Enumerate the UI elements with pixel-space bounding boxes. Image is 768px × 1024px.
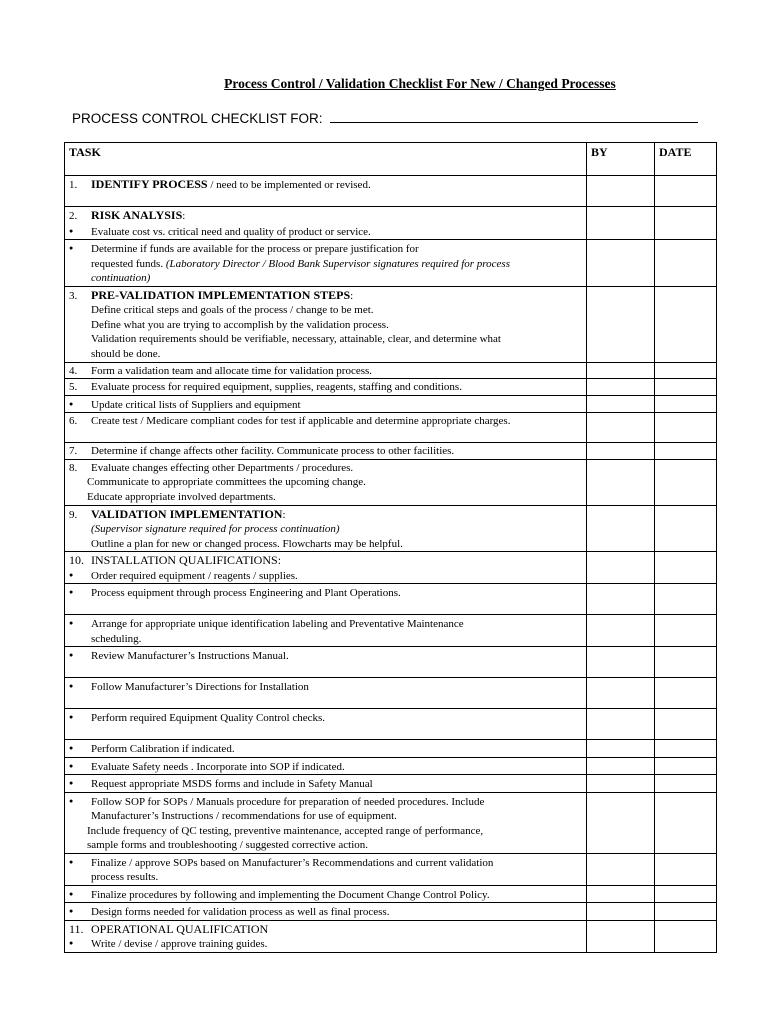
task-line bbox=[69, 347, 582, 362]
table-row bbox=[65, 709, 717, 740]
document-title: Process Control / Validation Checklist For New / Changed Processes bbox=[224, 76, 616, 91]
task-text: Finalize / approve SOPs based on Manufacturer’s Recommendations and current validation bbox=[91, 856, 494, 869]
by-cell[interactable] bbox=[587, 240, 655, 287]
task-line bbox=[69, 537, 582, 552]
table-row bbox=[65, 395, 717, 413]
date-cell[interactable] bbox=[655, 678, 717, 709]
table-row bbox=[65, 757, 717, 775]
task-text: : bbox=[282, 508, 286, 521]
item-number: 11. bbox=[69, 921, 84, 936]
task-text: (Laboratory Director / Blood Bank Supervisor signatures required for process bbox=[165, 257, 510, 270]
table-row bbox=[65, 903, 717, 921]
item-number: 10. bbox=[69, 553, 84, 567]
task-cell bbox=[65, 757, 587, 775]
table-row bbox=[65, 362, 717, 379]
bullet-icon: ● bbox=[69, 682, 74, 690]
table-row bbox=[65, 740, 717, 758]
date-cell[interactable] bbox=[655, 775, 717, 793]
task-cell bbox=[65, 584, 587, 615]
task-line bbox=[69, 522, 582, 537]
table-row bbox=[65, 853, 717, 885]
task-text: Evaluate cost vs. critical need and quality of product or service. bbox=[91, 225, 371, 238]
bullet-icon: ● bbox=[69, 713, 74, 721]
task-line bbox=[69, 809, 582, 824]
task-line bbox=[69, 855, 582, 871]
task-text: Review Manufacturer’s Instructions Manual. bbox=[91, 650, 289, 662]
date-cell[interactable] bbox=[655, 903, 717, 921]
task-line bbox=[69, 741, 582, 757]
bullet-icon: ● bbox=[69, 939, 74, 947]
by-cell[interactable] bbox=[587, 176, 655, 207]
task-line bbox=[69, 794, 582, 810]
task-line bbox=[69, 444, 582, 459]
task-text: Perform Calibration if indicated. bbox=[91, 743, 235, 755]
task-cell bbox=[65, 443, 587, 460]
task-text: Perform required Equipment Quality Control checks. bbox=[91, 712, 325, 724]
date-cell[interactable] bbox=[655, 395, 717, 413]
date-cell[interactable] bbox=[655, 552, 717, 584]
task-text: Order required equipment / reagents / supplies. bbox=[91, 569, 298, 582]
task-line bbox=[69, 759, 582, 775]
task-text: should be done. bbox=[91, 347, 161, 360]
task-cell bbox=[65, 647, 587, 678]
table-row bbox=[65, 885, 717, 903]
task-column-header: TASK bbox=[65, 143, 587, 176]
task-line bbox=[69, 332, 582, 347]
date-cell[interactable] bbox=[655, 505, 717, 552]
task-text: : bbox=[350, 289, 354, 302]
task-line bbox=[69, 241, 582, 257]
task-text: Form a validation team and allocate time for validation process. bbox=[91, 364, 373, 377]
task-text: scheduling. bbox=[91, 632, 142, 645]
section-heading: IDENTIFY PROCESS bbox=[91, 177, 208, 191]
task-text: Update critical lists of Suppliers and equipment bbox=[91, 398, 301, 411]
by-cell[interactable] bbox=[587, 615, 655, 647]
task-line bbox=[69, 632, 582, 647]
task-cell bbox=[65, 903, 587, 921]
bullet-icon: ● bbox=[69, 744, 74, 752]
by-cell[interactable] bbox=[587, 792, 655, 853]
date-cell[interactable] bbox=[655, 885, 717, 903]
task-cell bbox=[65, 379, 587, 396]
item-number: 9. bbox=[69, 508, 78, 521]
task-text: Arrange for appropriate unique identification labeling and Preventative Maintenance bbox=[91, 618, 464, 630]
by-cell[interactable] bbox=[587, 584, 655, 615]
task-text: Include frequency of QC testing, preventive maintenance, accepted range of performance, bbox=[87, 824, 484, 837]
task-line bbox=[69, 553, 582, 568]
task-line bbox=[69, 288, 582, 304]
task-text: Educate appropriate involved departments. bbox=[87, 490, 276, 503]
task-text: Follow Manufacturer’s Directions for Installation bbox=[91, 681, 309, 693]
by-cell[interactable] bbox=[587, 709, 655, 740]
date-cell[interactable] bbox=[655, 362, 717, 379]
task-text: Determine if change affects other facility. Communicate process to other facilities. bbox=[91, 445, 455, 457]
task-line bbox=[69, 475, 582, 490]
task-cell bbox=[65, 362, 587, 379]
date-cell[interactable] bbox=[655, 459, 717, 505]
task-line bbox=[69, 397, 582, 413]
section-heading: VALIDATION IMPLEMENTATION bbox=[91, 506, 283, 521]
by-cell[interactable] bbox=[587, 757, 655, 775]
task-text: OPERATIONAL QUALIFICATION bbox=[91, 921, 269, 936]
task-cell bbox=[65, 552, 587, 584]
date-cell[interactable] bbox=[655, 757, 717, 775]
by-cell[interactable] bbox=[587, 552, 655, 584]
task-cell bbox=[65, 176, 587, 207]
bullet-icon: ● bbox=[69, 399, 74, 408]
task-line bbox=[69, 922, 582, 937]
by-column-header: BY bbox=[587, 143, 655, 176]
section-heading: RISK ANALYSIS bbox=[91, 208, 183, 222]
table-row bbox=[65, 615, 717, 647]
date-cell[interactable] bbox=[655, 709, 717, 740]
date-cell[interactable] bbox=[655, 615, 717, 647]
task-line bbox=[69, 490, 582, 505]
table-row bbox=[65, 379, 717, 396]
task-line bbox=[69, 303, 582, 318]
table-row bbox=[65, 647, 717, 678]
by-cell[interactable] bbox=[587, 678, 655, 709]
task-text: sample forms and troubleshooting / suggested corrective action. bbox=[87, 839, 369, 851]
task-text: requested funds. bbox=[91, 257, 166, 270]
task-line bbox=[69, 585, 582, 601]
by-cell[interactable] bbox=[587, 885, 655, 903]
by-cell[interactable] bbox=[587, 775, 655, 793]
by-cell[interactable] bbox=[587, 286, 655, 362]
table-row bbox=[65, 176, 717, 207]
task-text: Define what you are trying to accomplish by the validation process. bbox=[91, 318, 389, 331]
table-row bbox=[65, 792, 717, 853]
date-cell[interactable] bbox=[655, 240, 717, 287]
task-cell bbox=[65, 853, 587, 885]
date-cell[interactable] bbox=[655, 584, 717, 615]
by-cell[interactable] bbox=[587, 920, 655, 952]
item-number: 5. bbox=[69, 381, 78, 393]
table-header-row bbox=[65, 143, 717, 176]
checklist-table bbox=[64, 142, 717, 953]
table-row bbox=[65, 240, 717, 287]
task-text: Evaluate Safety needs . Incorporate into SOP if indicated. bbox=[91, 760, 345, 773]
task-cell bbox=[65, 920, 587, 952]
by-cell[interactable] bbox=[587, 853, 655, 885]
date-cell[interactable] bbox=[655, 443, 717, 460]
task-text: Manufacturer’s Instructions / recommendations for use of equipment. bbox=[91, 810, 397, 822]
task-text: Design forms needed for validation process as well as final process. bbox=[91, 906, 390, 918]
item-number: 6. bbox=[69, 415, 78, 427]
bullet-icon: ● bbox=[69, 857, 74, 866]
bullet-icon: ● bbox=[69, 651, 74, 659]
date-cell[interactable] bbox=[655, 379, 717, 396]
task-line bbox=[69, 414, 582, 429]
task-line bbox=[69, 177, 582, 193]
task-line bbox=[69, 224, 582, 240]
date-cell[interactable] bbox=[655, 792, 717, 853]
by-cell[interactable] bbox=[587, 413, 655, 443]
task-cell bbox=[65, 678, 587, 709]
by-cell[interactable] bbox=[587, 443, 655, 460]
task-line bbox=[69, 208, 582, 224]
table-row bbox=[65, 443, 717, 460]
checklist-for-line bbox=[72, 110, 698, 126]
task-cell bbox=[65, 885, 587, 903]
task-line bbox=[69, 568, 582, 584]
task-cell bbox=[65, 740, 587, 758]
checklist-for-label: PROCESS CONTROL CHECKLIST FOR: bbox=[72, 111, 323, 126]
task-line bbox=[69, 870, 582, 885]
date-cell[interactable] bbox=[655, 853, 717, 885]
task-line bbox=[69, 380, 582, 395]
by-cell[interactable] bbox=[587, 647, 655, 678]
bullet-icon: ● bbox=[69, 244, 74, 252]
table-row bbox=[65, 678, 717, 709]
task-cell bbox=[65, 775, 587, 793]
task-line bbox=[69, 271, 582, 286]
table-row bbox=[65, 552, 717, 584]
item-number: 7. bbox=[69, 445, 78, 457]
date-cell[interactable] bbox=[655, 413, 717, 443]
bullet-icon: ● bbox=[69, 889, 74, 898]
bullet-icon: ● bbox=[69, 907, 74, 915]
task-text: Create test / Medicare compliant codes for test if applicable and determine appropriate charges. bbox=[91, 415, 511, 427]
task-cell bbox=[65, 413, 587, 443]
task-cell bbox=[65, 505, 587, 552]
task-cell bbox=[65, 709, 587, 740]
by-cell[interactable] bbox=[587, 379, 655, 396]
bullet-icon: ● bbox=[69, 779, 74, 787]
task-text: Outline a plan for new or changed process. Flowcharts may be helpful. bbox=[91, 537, 403, 550]
bullet-icon: ● bbox=[69, 796, 74, 805]
task-line bbox=[69, 936, 582, 952]
task-text: Validation requirements should be verifiable, necessary, attainable, clear, and determine what bbox=[91, 333, 501, 345]
task-line bbox=[69, 461, 582, 476]
bullet-icon: ● bbox=[69, 761, 74, 770]
item-number: 2. bbox=[69, 210, 78, 222]
by-cell[interactable] bbox=[587, 395, 655, 413]
task-text: Communicate to appropriate committees the upcoming change. bbox=[87, 476, 366, 488]
task-line bbox=[69, 364, 582, 379]
by-cell[interactable] bbox=[587, 505, 655, 552]
task-line bbox=[69, 679, 582, 695]
task-text: continuation) bbox=[91, 272, 151, 284]
task-text: Evaluate changes effecting other Departments / procedures. bbox=[91, 461, 354, 474]
checklist-rows bbox=[65, 176, 717, 953]
task-cell bbox=[65, 459, 587, 505]
by-cell[interactable] bbox=[587, 207, 655, 240]
task-cell bbox=[65, 615, 587, 647]
task-text: INSTALLATION QUALIFICATIONS: bbox=[91, 553, 282, 567]
bullet-icon: ● bbox=[69, 570, 74, 579]
table-row bbox=[65, 584, 717, 615]
table-row bbox=[65, 459, 717, 505]
date-cell[interactable] bbox=[655, 647, 717, 678]
table-row bbox=[65, 775, 717, 793]
item-number: 3. bbox=[69, 289, 78, 302]
bullet-icon: ● bbox=[69, 588, 74, 596]
task-line bbox=[69, 507, 582, 523]
task-cell bbox=[65, 792, 587, 853]
task-cell bbox=[65, 395, 587, 413]
by-cell[interactable] bbox=[587, 740, 655, 758]
task-text: (Supervisor signature required for process continuation) bbox=[91, 523, 340, 535]
task-line bbox=[69, 710, 582, 726]
item-number: 8. bbox=[69, 461, 78, 474]
table-row bbox=[65, 207, 717, 240]
task-line bbox=[69, 904, 582, 920]
item-number: 4. bbox=[69, 364, 78, 377]
bullet-icon: ● bbox=[69, 226, 74, 235]
date-cell[interactable] bbox=[655, 920, 717, 952]
task-line bbox=[69, 616, 582, 632]
by-cell[interactable] bbox=[587, 903, 655, 921]
table-row bbox=[65, 920, 717, 952]
task-text: Process equipment through process Engineering and Plant Operations. bbox=[91, 587, 401, 599]
table-row bbox=[65, 505, 717, 552]
date-column-header: DATE bbox=[655, 143, 717, 176]
task-text: : bbox=[182, 210, 186, 222]
task-line bbox=[69, 776, 582, 792]
task-cell bbox=[65, 207, 587, 240]
task-line bbox=[69, 318, 582, 333]
by-cell[interactable] bbox=[587, 362, 655, 379]
checklist-for-blank[interactable] bbox=[330, 110, 698, 123]
task-line bbox=[69, 887, 582, 903]
task-text: / need to be implemented or revised. bbox=[207, 179, 371, 191]
task-text: process results. bbox=[91, 871, 159, 883]
task-text: Request appropriate MSDS forms and include in Safety Manual bbox=[91, 778, 373, 790]
task-line bbox=[69, 648, 582, 664]
task-text: Define critical steps and goals of the process / change to be met. bbox=[91, 304, 374, 316]
task-line bbox=[69, 838, 582, 853]
task-text: Evaluate process for required equipment, supplies, reagents, staffing and conditions. bbox=[91, 381, 462, 393]
task-text: Follow SOP for SOPs / Manuals procedure for preparation of needed procedures. Include bbox=[91, 795, 485, 808]
section-heading: PRE-VALIDATION IMPLEMENTATION STEPS bbox=[91, 287, 351, 302]
date-cell[interactable] bbox=[655, 207, 717, 240]
task-line bbox=[69, 257, 582, 272]
task-cell bbox=[65, 286, 587, 362]
date-cell[interactable] bbox=[655, 286, 717, 362]
date-cell[interactable] bbox=[655, 176, 717, 207]
task-text: Finalize procedures by following and implementing the Document Change Control Policy. bbox=[91, 888, 490, 901]
item-number: 1. bbox=[69, 179, 78, 191]
bullet-icon: ● bbox=[69, 619, 74, 627]
task-cell bbox=[65, 240, 587, 287]
date-cell[interactable] bbox=[655, 740, 717, 758]
task-line bbox=[69, 824, 582, 839]
table-row bbox=[65, 286, 717, 362]
task-text: Determine if funds are available for the process or prepare justification for bbox=[91, 243, 419, 255]
by-cell[interactable] bbox=[587, 459, 655, 505]
task-text: Write / devise / approve training guides. bbox=[91, 938, 268, 950]
table-row bbox=[65, 413, 717, 443]
